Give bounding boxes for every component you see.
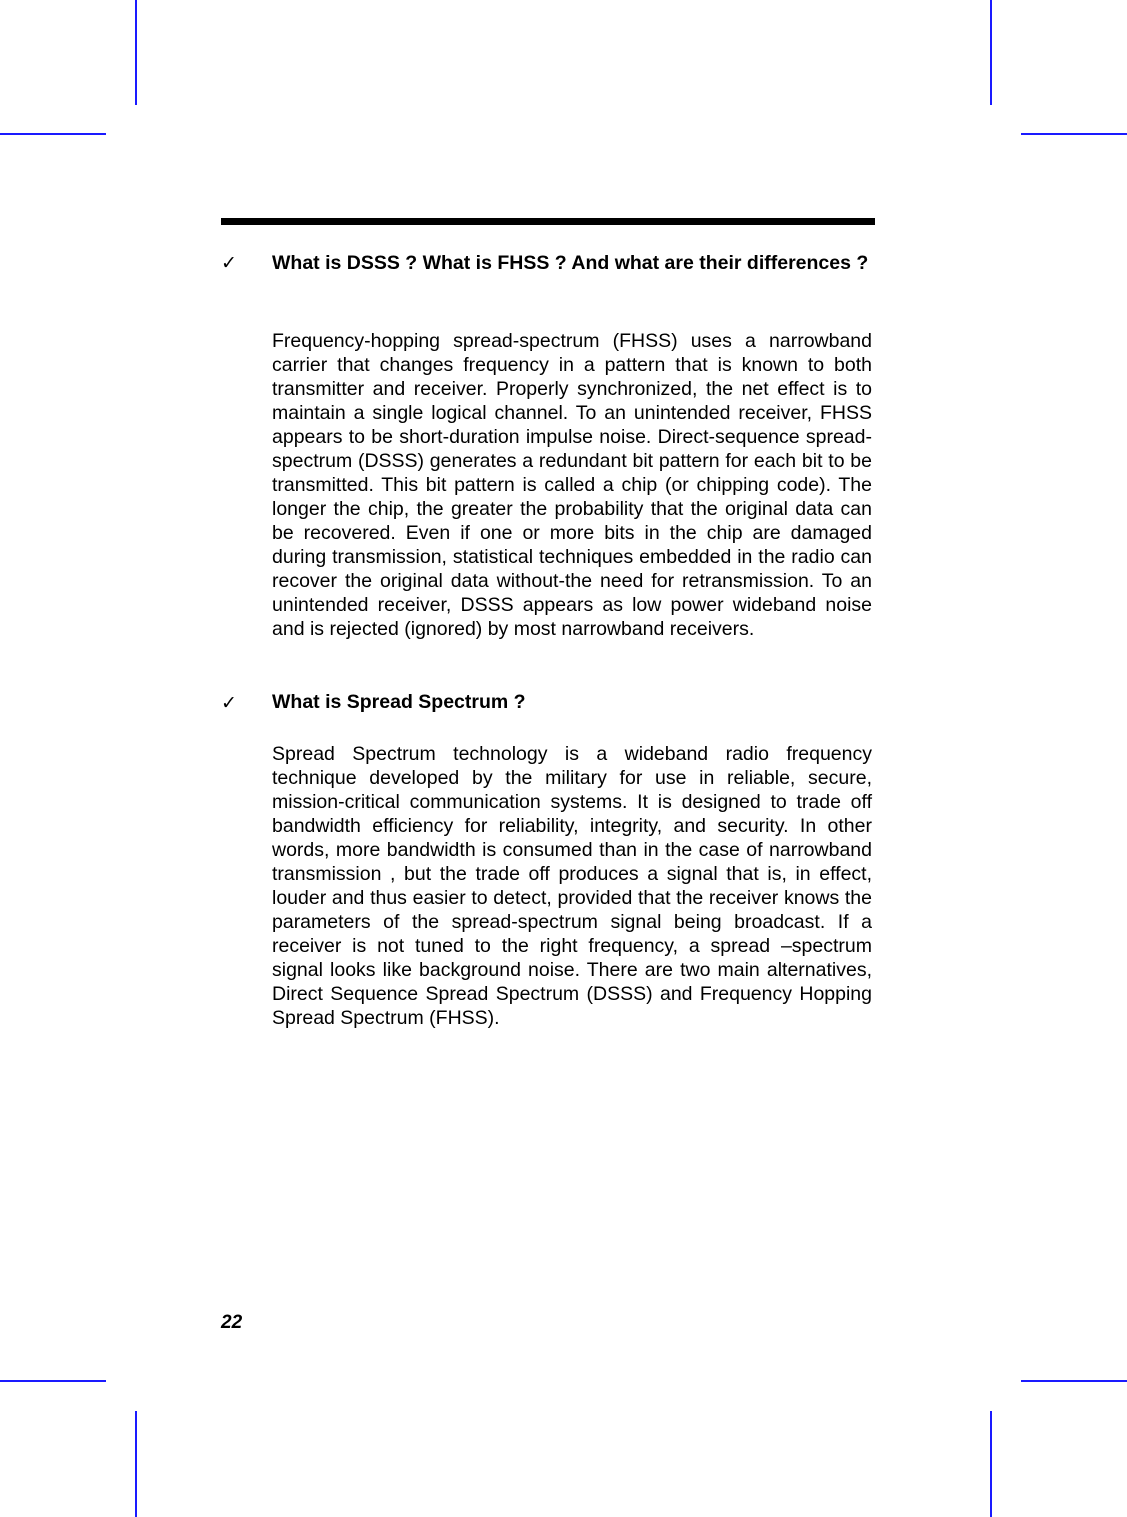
crop-mark-top-right-horizontal	[1021, 133, 1127, 135]
crop-mark-top-left-horizontal	[0, 133, 106, 135]
header-rule	[221, 218, 875, 225]
crop-mark-top-left-vertical	[135, 0, 137, 105]
checkmark-icon: ✓	[221, 253, 237, 274]
section-heading-spread-spectrum: What is Spread Spectrum ?	[272, 691, 526, 713]
crop-mark-bottom-right-vertical	[990, 1411, 992, 1517]
crop-mark-bottom-left-vertical	[135, 1411, 137, 1517]
crop-mark-bottom-left-horizontal	[0, 1380, 106, 1382]
page-number: 22	[221, 1312, 243, 1333]
crop-mark-top-right-vertical	[990, 0, 992, 105]
checkmark-icon: ✓	[221, 693, 237, 714]
crop-mark-bottom-right-horizontal	[1021, 1380, 1127, 1382]
section-body-dsss-fhss: Frequency-hopping spread-spectrum (FHSS) uses a narrowband carrier that changes frequency in a pattern that is known to both transmitter and receiver. Properly synchronized, the net effect is to maintain a single logical channel. To an unintended receiver, FHSS appears to be short-duration impulse noise. Direct-sequence spread-spectrum (DSSS) generates a redundant bit pattern for each bit to be transmitted. This bit pattern is called a chip (or chipping code). The longer the chip, the greater the probability that the original data can be recovered. Even if one or more bits in the chip are damaged during transmission, statistical techniques embedded in the radio can recover the original data without-the need for retransmission. To an unintended receiver, DSSS appears as low power wideband noise and is rejected (ignored) by most narrowband receivers.	[272, 330, 872, 640]
section-heading-dsss-fhss: What is DSSS ? What is FHSS ? And what are their differences ?	[272, 252, 869, 274]
section-body-spread-spectrum: Spread Spectrum technology is a wideband radio frequency technique developed by the military for use in reliable, secure, mission-critical communication systems. It is designed to trade off bandwidth efficiency for reliability, integrity, and security. In other words, more bandwidth is consumed than in the case of narrowband transmission , but the trade off produces a signal that is, in effect, louder and thus easier to detect, provided that the receiver knows the parameters of the spread-spectrum signal being broadcast. If a receiver is not tuned to the right frequency, a spread –spectrum signal looks like background noise. There are two main alternatives, Direct Sequence Spread Spectrum (DSSS) and Frequency Hopping Spread Spectrum (FHSS).	[272, 743, 872, 1029]
